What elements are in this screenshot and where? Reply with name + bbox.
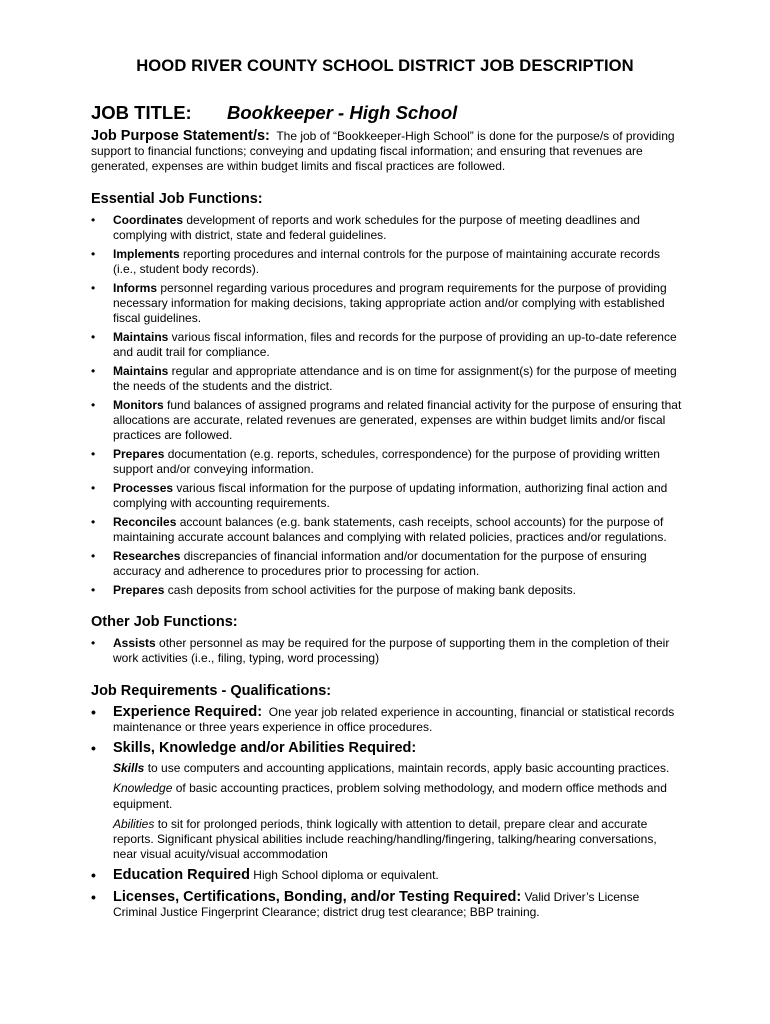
experience-item <box>91 705 683 735</box>
bullet-icon: • <box>91 515 96 530</box>
licenses-text: Valid Driver’s License Criminal Justice Fingerprint Clearance; district drug test clearance; BBP training. <box>113 889 640 919</box>
function-item <box>91 398 683 444</box>
licenses-label: Licenses, Certifications, Bonding, and/or Testing Required: <box>113 888 522 905</box>
bullet-icon: • <box>91 867 96 884</box>
function-text: other personnel as may be required for the purpose of supporting them in the completion of their work activities (i.e., filing, typing, word processing) <box>113 636 670 666</box>
knowledge-term: Knowledge <box>113 781 173 796</box>
function-text: development of reports and work schedules for the purpose of meeting deadlines and complying with district, state and federal guidelines. <box>113 212 640 242</box>
requirements-heading: Job Requirements - Qualifications: <box>91 682 332 699</box>
bullet-icon: • <box>91 212 96 227</box>
other-functions-section <box>91 613 683 666</box>
function-verb: Reconciles <box>113 515 177 530</box>
skills-label: Skills, Knowledge and/or Abilities Required: <box>113 740 417 757</box>
abilities-paragraph <box>113 817 683 863</box>
function-verb: Implements <box>113 246 180 261</box>
function-text: cash deposits from school activities for the purpose of making bank deposits. <box>164 583 576 598</box>
bullet-icon: • <box>91 636 96 651</box>
function-verb: Processes <box>113 481 174 496</box>
function-item <box>91 213 683 243</box>
function-item <box>91 247 683 277</box>
abilities-text: to sit for prolonged periods, think logically with attention to detail, prepare clear and accurate reports. Significant physical abilities include reaching/handling/fingering, talking/hearing conversations, near visual acuity/visual accommodation <box>113 816 657 862</box>
bullet-icon: • <box>91 740 96 757</box>
skills-paragraph <box>113 761 683 776</box>
other-functions-list <box>91 636 683 666</box>
function-item <box>91 515 683 545</box>
purpose-label: Job Purpose Statement/s: <box>91 128 270 144</box>
document-title: HOOD RIVER COUNTY SCHOOL DISTRICT JOB DESCRIPTION <box>136 56 634 75</box>
requirements-list <box>91 705 683 920</box>
requirements-section <box>91 682 683 920</box>
essential-functions-list <box>91 213 683 599</box>
function-text: reporting procedures and internal controls for the purpose of maintaining accurate records (i.e., student body records). <box>113 246 660 276</box>
function-item <box>91 364 683 394</box>
bullet-icon: • <box>91 447 96 462</box>
function-text: various fiscal information, files and records for the purpose of providing an up-to-date reference and audit trail for compliance. <box>113 329 677 360</box>
bullet-icon: • <box>91 583 96 598</box>
abilities-term: Abilities <box>113 816 155 831</box>
skills-item <box>91 741 683 862</box>
function-text: personnel regarding various procedures and program requirements for the purpose of providing necessary information for making decisions, taking appropriate action and/or complying with established fiscal guidelines. <box>113 280 667 326</box>
function-verb: Coordinates <box>113 212 184 227</box>
function-item <box>91 549 683 579</box>
function-item <box>91 583 683 598</box>
job-title-label: JOB TITLE: <box>91 102 192 123</box>
purpose-text: The job of “Bookkeeper-High School” is done for the purpose/s of providing support to financial functions; conveying and updating fiscal information; and ensuring that revenues are generated, expenses are within budget limits and fiscal practices are followed. <box>91 129 675 174</box>
function-text: regular and appropriate attendance and is on time for assignment(s) for the purpose of meeting the needs of the students and the district. <box>113 363 677 394</box>
experience-label: Experience Required: <box>113 703 263 720</box>
skills-text: to use computers and accounting applications, maintain records, apply basic accounting practices. <box>144 761 670 776</box>
function-verb: Prepares <box>113 583 165 598</box>
job-title-value: Bookkeeper - High School <box>227 102 458 123</box>
function-item <box>91 281 683 327</box>
bullet-icon: • <box>91 329 96 344</box>
function-verb: Informs <box>113 280 158 295</box>
function-item <box>91 636 683 666</box>
document-body <box>91 129 683 926</box>
bullet-icon: • <box>91 481 96 496</box>
essential-functions-section <box>91 190 683 599</box>
function-text: discrepancies of financial information and/or documentation for the purpose of ensuring accuracy and adherence to procedures prior to processing for action. <box>113 549 647 579</box>
bullet-icon: • <box>91 549 96 564</box>
purpose-statement <box>91 129 683 175</box>
function-verb: Maintains <box>113 363 169 378</box>
bullet-icon: • <box>91 703 96 720</box>
education-label: Education Required <box>113 867 250 884</box>
licenses-item <box>91 890 683 920</box>
function-text: fund balances of assigned programs and related financial activity for the purpose of ensuring that allocations are accurate, related revenues are generated, expenses are within budget limits and/or fiscal practices are followed. <box>113 397 682 443</box>
skills-term: Skills <box>113 761 145 776</box>
function-item <box>91 481 683 511</box>
function-item <box>91 330 683 360</box>
other-functions-heading: Other Job Functions: <box>91 614 238 631</box>
function-verb: Prepares <box>113 447 165 462</box>
function-text: account balances (e.g. bank statements, cash receipts, school accounts) for the purpose of maintaining accurate account balances and complying with related policies, practices and/or regulations. <box>113 515 667 545</box>
education-text: High School diploma or equivalent. <box>249 868 439 883</box>
function-verb: Researches <box>113 549 181 564</box>
education-item <box>91 868 683 883</box>
bullet-icon: • <box>91 363 96 378</box>
knowledge-text: of basic accounting practices, problem solving methodology, and modern office methods and equipment. <box>113 781 667 811</box>
bullet-icon: • <box>91 397 96 412</box>
bullet-icon: • <box>91 280 96 295</box>
knowledge-paragraph <box>113 781 683 811</box>
function-verb: Maintains <box>113 329 169 344</box>
function-text: various fiscal information for the purpose of updating information, authorizing final action and complying with accounting requirements. <box>113 481 668 511</box>
experience-text: One year job related experience in accounting, financial or statistical records maintenance or three years experience in office procedures. <box>113 704 675 734</box>
job-title-row <box>91 102 458 124</box>
essential-functions-heading: Essential Job Functions: <box>91 190 263 207</box>
bullet-icon: • <box>91 246 96 261</box>
bullet-icon: • <box>91 888 96 905</box>
function-text: documentation (e.g. reports, schedules, correspondence) for the purpose of providing written support and/or conveying information. <box>113 447 660 477</box>
function-item <box>91 447 683 477</box>
function-verb: Assists <box>113 636 156 651</box>
function-verb: Monitors <box>113 397 164 412</box>
